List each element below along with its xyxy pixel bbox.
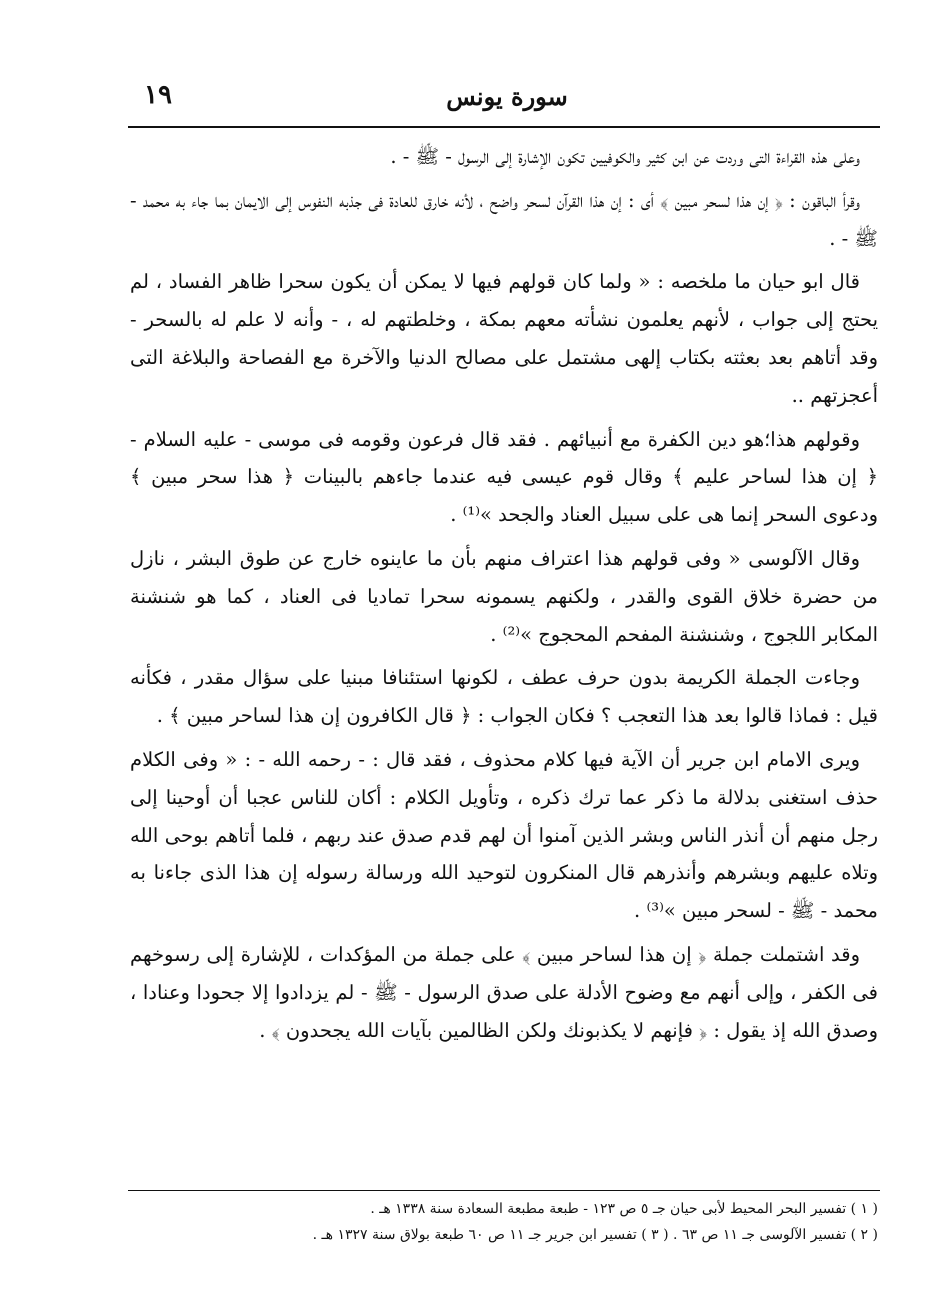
page-number: ١٩ (144, 80, 172, 110)
page-header (136, 80, 878, 124)
paragraph: وجاءت الجملة الكريمة بدون حرف عطف ، لكونها استئنافا مبنيا على سؤال مقدر ، فكأنه قيل : فماذا قالوا بعد هذا التعجب ؟ فكان الجواب : ﴿ قال الكافرون إن هذا لساحر مبين ﴾ . (130, 666, 878, 728)
footnote: ( ٢ ) تفسير الآلوسى جـ ١١ ص ٦٣ . ( ٣ ) تفسير ابن جرير جـ ١١ ص ٦٠ طبعة بولاق سنة ١٣٢٧ هـ . (312, 1227, 878, 1243)
header-divider (128, 126, 880, 128)
footnotes (130, 1196, 878, 1248)
paragraph: قال ابو حيان ما ملخصه : « ولما كان قولهم فيها لا يمكن أن يكون سحرا ظاهر الفساد ، لم يحتج إلى جواب ، لأنهم يعلمون نشأته معهم بمكة ، وخلطتهم له ، - وأنه لا علم له بالسحر - وقد أتاهم بعد بعثته بكتاب إلهى مشتمل على مصالح الدنيا والآخرة مع الفصاحة والبلاغة التى أعجزتهم .. (130, 270, 878, 407)
footnote: ( ١ ) تفسير البحر المحيط لأبى حيان جـ ٥ ص ١٢٣ - طبعة مطبعة السعادة سنة ١٣٣٨ هـ . (370, 1201, 878, 1217)
footnote-divider (128, 1190, 880, 1191)
main-text (130, 138, 878, 1055)
paragraph: ويرى الامام ابن جرير أن الآية فيها كلام محذوف ، فقد قال : - رحمه الله - : « وفى الكلام حذف استغنى بدلالة ما ذكر عما ترك ذكره ، وتأويل الكلام : أكان للناس عجبا أن أوحينا إلى رجل منهم أن أنذر الناس وبشر الذين آمنوا أن لهم قدم صدق عند ربهم ، فلما أتاهم بوحى الله وتلاه عليهم وبشرهم وأنذرهم قال المنكرون لتوحيد الله ورسالة رسوله إن هذا الذى جاءنا به محمد - ﷺ - لسحر مبين »⁽³⁾ . (130, 747, 878, 923)
paragraph: وقد اشتملت جملة ﴿ إن هذا لساحر مبين ﴾ على جملة من المؤكدات ، للإشارة إلى رسوخهم فى الكفر ، وإلى أنهم مع وضوح الأدلة على صدق الرسول - ﷺ - لم يزدادوا إلا جحودا وعنادا ، وصدق الله إذ يقول : ﴿ فإنهم لا يكذبونك ولكن الظالمين بآيات الله يجحدون ﴾ . (130, 942, 878, 1042)
paragraph: وقولهم هذا؛هو دين الكفرة مع أنبيائهم . فقد قال فرعون وقومه فى موسى - عليه السلام - ﴿ إن هذا لساحر عليم ﴾ وقال قوم عيسى فيه عندما جاءهم بالبينات ﴿ هذا سحر مبين ﴾ ودعوى السحر إنما هى على سبيل العناد والجحد »⁽¹⁾ . (130, 427, 878, 527)
paragraph: وعلى هذه القراءة التى وردت عن ابن كثير والكوفيين تكون الإشارة إلى الرسول - ﷺ - . (390, 145, 860, 168)
paragraph: وقال الآلوسى « وفى قولهم هذا اعتراف منهم بأن ما عاينوه خارج عن طوق البشر ، نازل من حضرة خلاق القوى والقدر ، ولكنهم يسمونه سحرا تماديا فى العناد ، كما هو شنشنة المكابر اللجوج ، وشنشنة المفحم المحجوج »⁽²⁾ . (130, 546, 878, 646)
page-title: سورة يونس (446, 82, 568, 111)
paragraph: وقرأ الباقون : ﴿ إن هذا لسحر مبين ﴾ أى : إن هذا القرآن لسحر واضح ، لأنه خارق للعادة فى جذبه النفوس إلى الايمان بما جاء به محمد - ﷺ - . (130, 188, 878, 250)
